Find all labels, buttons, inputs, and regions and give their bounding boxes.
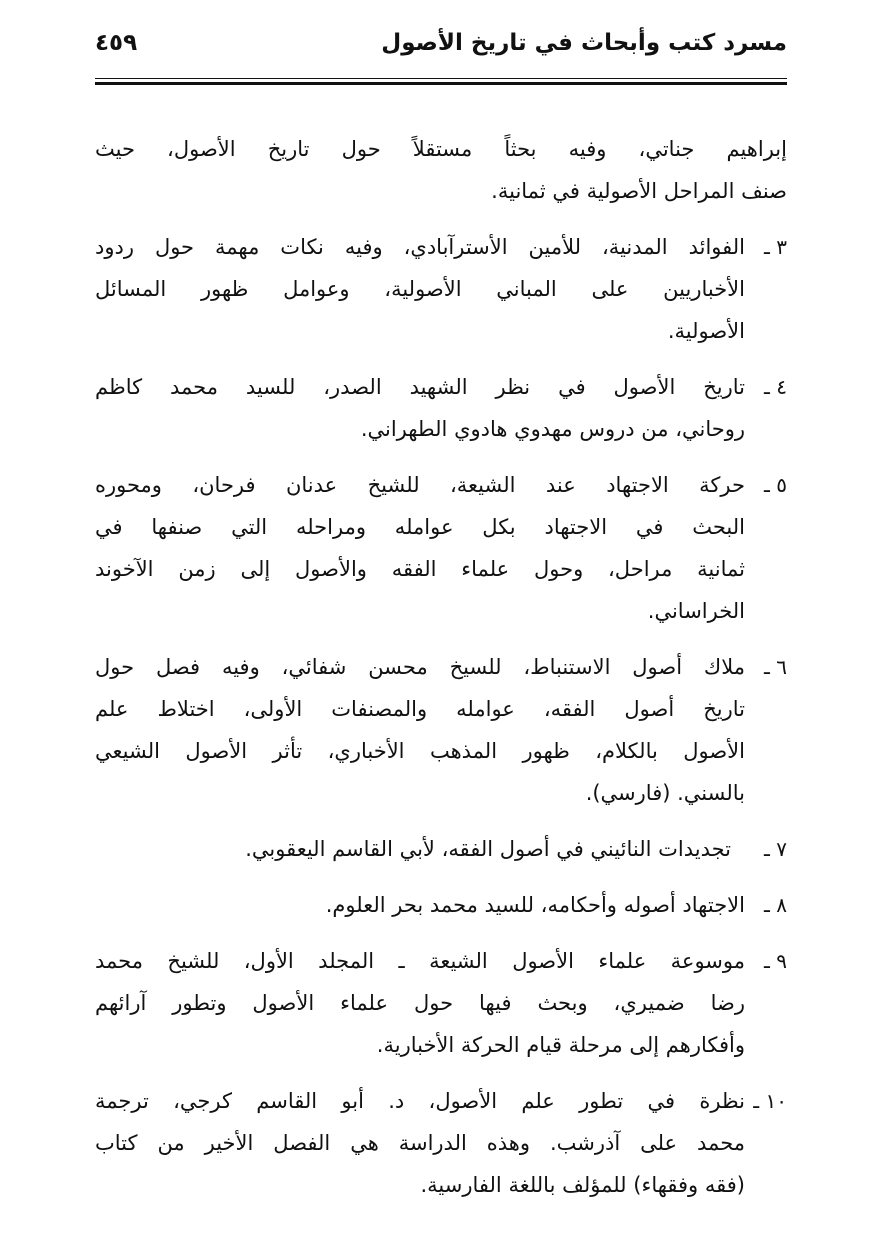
text-line: إبراهيم جناتي، وفيه بحثاً مستقلاً حول تاريخ الأصول، حيث — [95, 137, 787, 161]
text-line: بالسني. (فارسي). — [585, 781, 745, 805]
item-number: ٤ ـ — [764, 375, 787, 399]
text-line: الأصولية. — [667, 319, 745, 343]
header-rule-thin — [95, 78, 787, 79]
text-line: الفوائد المدنية، للأمين الأسترآبادي، وفيه نكات مهمة حول ردود — [95, 235, 745, 259]
item-text — [95, 128, 787, 212]
item-text — [95, 1080, 745, 1206]
text-line: البحث في الاجتهاد بكل عوامله ومراحله التي صنفها في — [95, 515, 745, 539]
item-number: ٨ ـ — [764, 893, 787, 917]
item-text — [95, 940, 745, 1066]
text-line: وأفكارهم إلى مرحلة قيام الحركة الأخبارية. — [376, 1033, 745, 1057]
text-line: صنف المراحل الأصولية في ثمانية. — [491, 179, 787, 203]
item-number: ٩ ـ — [764, 949, 787, 973]
text-line: الاجتهاد أصوله وأحكامه، للسيد محمد بحر العلوم. — [325, 893, 745, 917]
list-item — [95, 1080, 787, 1206]
list-item — [95, 884, 787, 926]
list-item — [95, 646, 787, 814]
text-line: الأخباريين على المباني الأصولية، وعوامل ظهور المسائل — [95, 277, 745, 301]
list-item — [95, 366, 787, 450]
text-line: روحاني، من دروس مهدوي هادوي الطهراني. — [360, 417, 745, 441]
list-item — [95, 828, 787, 870]
item-text — [95, 828, 731, 870]
item-number: ١٠ ـ — [753, 1089, 787, 1113]
list-item — [95, 464, 787, 632]
item-text — [95, 884, 745, 926]
header-rule-thick — [95, 82, 787, 85]
running-header — [95, 30, 787, 70]
continued-paragraph — [95, 128, 787, 212]
text-line: نظرة في تطور علم الأصول، د. أبو القاسم كرجي، ترجمة — [95, 1089, 745, 1113]
text-line: محمد على آذرشب. وهذه الدراسة هي الفصل الأخير من كتاب — [95, 1131, 745, 1155]
page-number: ٤٥٩ — [95, 30, 138, 56]
item-number: ٦ ـ — [764, 655, 787, 679]
text-line: الخراساني. — [647, 599, 745, 623]
item-number: ٥ ـ — [764, 473, 787, 497]
list-item — [95, 226, 787, 352]
text-line: ملاك أصول الاستنباط، للسيخ محسن شفائي، وفيه فصل حول — [95, 655, 745, 679]
text-line: تاريخ الأصول في نظر الشهيد الصدر، للسيد محمد كاظم — [95, 375, 745, 399]
item-number: ٣ ـ — [764, 235, 787, 259]
text-line: رضا ضميري، وبحث فيها حول علماء الأصول وتطور آرائهم — [95, 991, 745, 1015]
text-line: تجديدات النائيني في أصول الفقه، لأبي القاسم اليعقوبي. — [245, 837, 731, 861]
list-item — [95, 940, 787, 1066]
text-line: (فقه وفقهاء) للمؤلف باللغة الفارسية. — [420, 1173, 745, 1197]
text-line: موسوعة علماء الأصول الشيعة ـ المجلد الأول، للشيخ محمد — [95, 949, 745, 973]
item-text — [95, 464, 745, 632]
item-text — [95, 226, 745, 352]
text-line: حركة الاجتهاد عند الشيعة، للشيخ عدنان فرحان، ومحوره — [95, 473, 745, 497]
running-title: مسرد كتب وأبحاث في تاريخ الأصول — [381, 30, 787, 56]
item-text — [95, 646, 745, 814]
text-line: الأصول بالكلام، ظهور المذهب الأخباري، تأثر الأصول الشيعي — [95, 739, 745, 763]
text-line: ثمانية مراحل، وحول علماء الفقه والأصول إلى زمن الآخوند — [95, 557, 745, 581]
item-text — [95, 366, 745, 450]
bibliography-list — [95, 128, 787, 1220]
text-line: تاريخ أصول الفقه، عوامله والمصنفات الأولى، اختلاط علم — [95, 697, 745, 721]
item-number: ٧ ـ — [764, 837, 787, 861]
